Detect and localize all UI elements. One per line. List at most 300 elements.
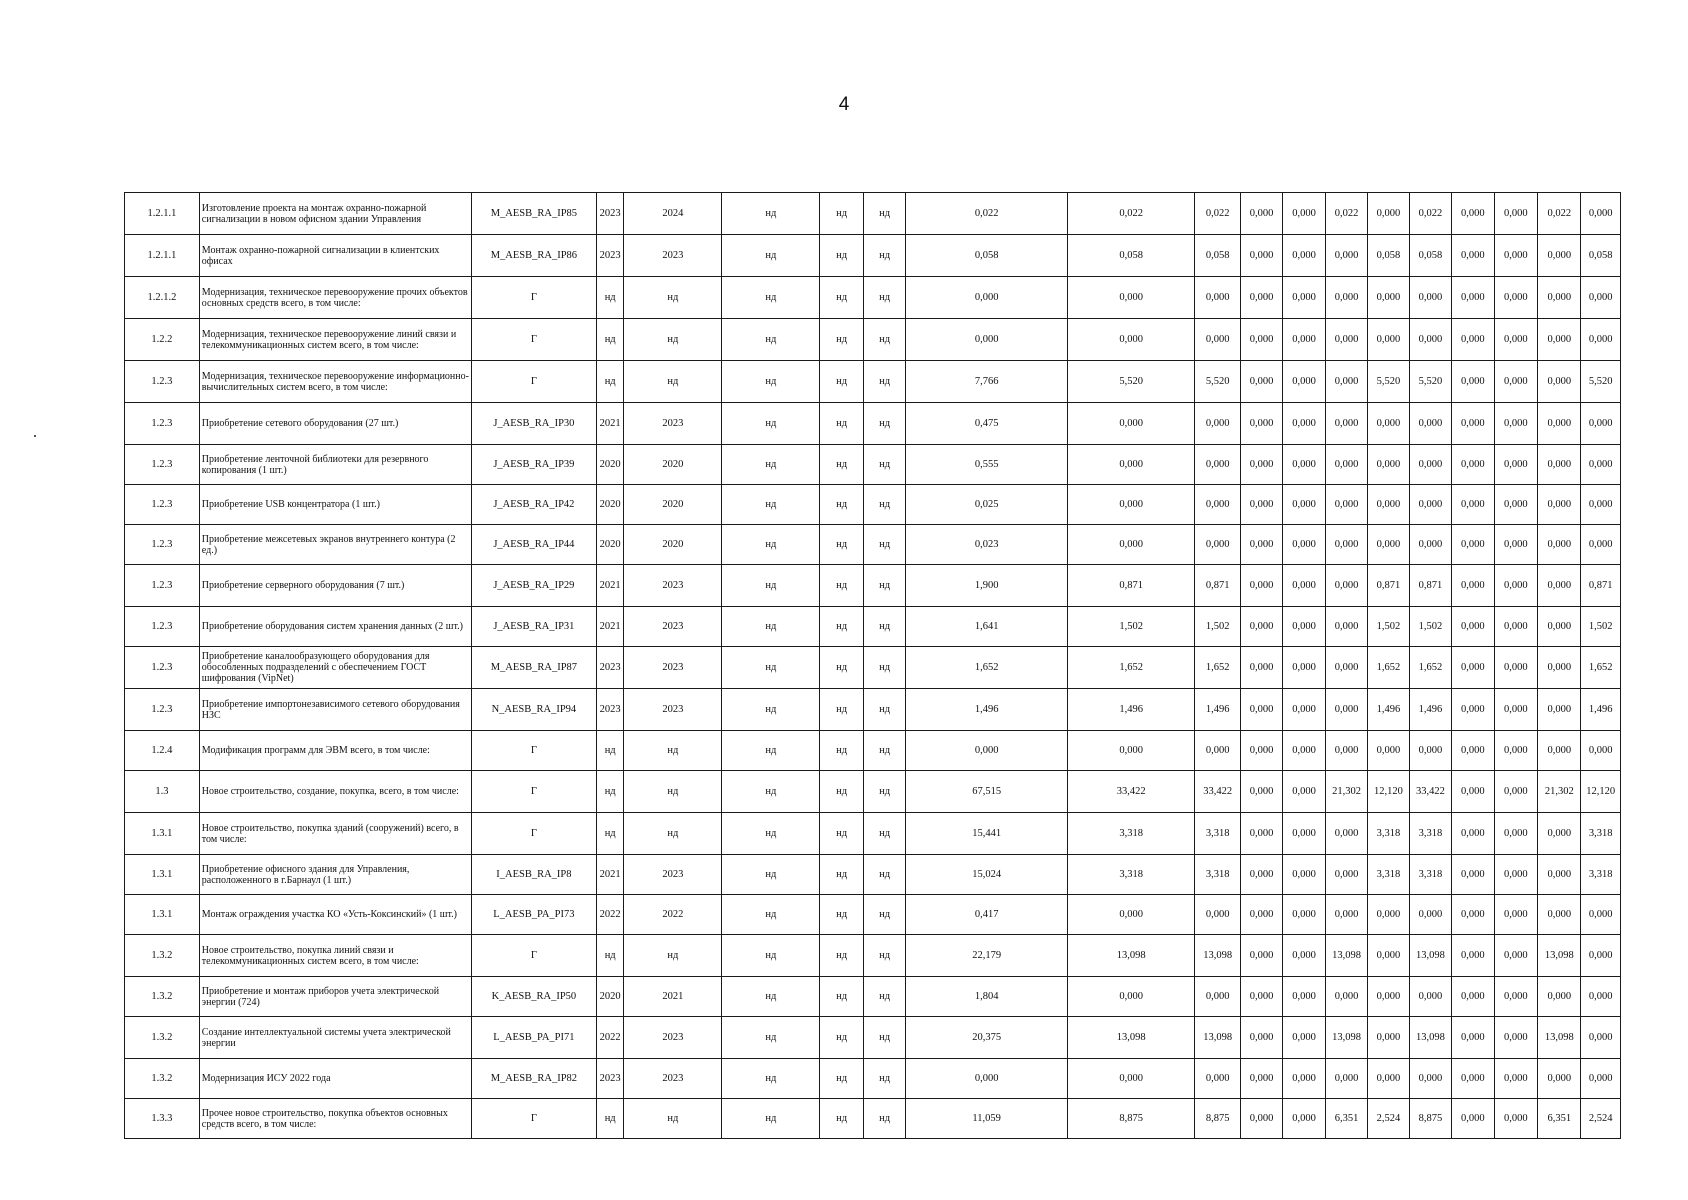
value-cell-6: 0,000 <box>1409 445 1451 485</box>
value-cell-10: 0,871 <box>1581 565 1621 607</box>
value-cell-6: 13,098 <box>1409 1017 1451 1059</box>
value-cell-9: 0,000 <box>1538 361 1581 403</box>
value-cell-6: 8,875 <box>1409 1099 1451 1139</box>
row-number-cell: 1.3.2 <box>125 1059 200 1099</box>
value-cell-8: 0,000 <box>1494 277 1537 319</box>
end-year-cell: нд <box>624 361 722 403</box>
start-year-cell: 2021 <box>597 565 624 607</box>
value-cell-9: 21,302 <box>1538 771 1581 813</box>
value-cell-5: 0,000 <box>1368 525 1409 565</box>
value-cell-8: 0,000 <box>1494 1099 1537 1139</box>
value-cell-8: 0,000 <box>1494 1059 1537 1099</box>
value-cell-9: 0,000 <box>1538 689 1581 731</box>
remaining-cost-cell: 0,871 <box>1068 565 1195 607</box>
end-year-cell: 2023 <box>624 647 722 689</box>
remaining-cost-cell: 0,000 <box>1068 525 1195 565</box>
project-code-cell: M_AESB_RA_IP87 <box>471 647 596 689</box>
project-code-cell: Г <box>471 319 596 361</box>
table-row <box>125 1059 1621 1099</box>
total-cost-cell: 7,766 <box>906 361 1068 403</box>
indicator-cell-2: нд <box>820 977 863 1017</box>
indicator-cell-1: нд <box>722 1059 820 1099</box>
value-cell-2: 0,000 <box>1240 1017 1282 1059</box>
value-cell-8: 0,000 <box>1494 895 1537 935</box>
project-code-cell: L_AESB_PA_PI71 <box>471 1017 596 1059</box>
value-cell-6: 5,520 <box>1409 361 1451 403</box>
value-cell-1: 8,875 <box>1195 1099 1240 1139</box>
end-year-cell: 2022 <box>624 895 722 935</box>
value-cell-5: 1,496 <box>1368 689 1409 731</box>
start-year-cell: нд <box>597 277 624 319</box>
value-cell-10: 1,502 <box>1581 607 1621 647</box>
value-cell-1: 1,652 <box>1195 647 1240 689</box>
name-cell: Новое строительство, покупка зданий (сооружений) всего, в том числе: <box>199 813 471 855</box>
value-cell-4: 0,000 <box>1325 525 1367 565</box>
indicator-cell-1: нд <box>722 647 820 689</box>
value-cell-10: 0,000 <box>1581 319 1621 361</box>
value-cell-9: 0,000 <box>1538 731 1581 771</box>
value-cell-5: 0,000 <box>1368 1059 1409 1099</box>
project-code-cell: J_AESB_RA_IP31 <box>471 607 596 647</box>
value-cell-9: 0,000 <box>1538 485 1581 525</box>
value-cell-10: 3,318 <box>1581 813 1621 855</box>
remaining-cost-cell: 0,058 <box>1068 235 1195 277</box>
table-row <box>125 485 1621 525</box>
value-cell-6: 0,000 <box>1409 895 1451 935</box>
value-cell-3: 0,000 <box>1283 895 1325 935</box>
indicator-cell-2: нд <box>820 1017 863 1059</box>
start-year-cell: 2021 <box>597 855 624 895</box>
total-cost-cell: 1,641 <box>906 607 1068 647</box>
total-cost-cell: 1,496 <box>906 689 1068 731</box>
row-number-cell: 1.3.1 <box>125 813 200 855</box>
start-year-cell: 2020 <box>597 525 624 565</box>
indicator-cell-2: нд <box>820 855 863 895</box>
indicator-cell-3: нд <box>863 1017 905 1059</box>
row-number-cell: 1.2.3 <box>125 647 200 689</box>
total-cost-cell: 0,023 <box>906 525 1068 565</box>
table-row <box>125 277 1621 319</box>
indicator-cell-1: нд <box>722 731 820 771</box>
value-cell-5: 3,318 <box>1368 813 1409 855</box>
value-cell-2: 0,000 <box>1240 235 1282 277</box>
start-year-cell: 2020 <box>597 445 624 485</box>
value-cell-3: 0,000 <box>1283 235 1325 277</box>
value-cell-1: 5,520 <box>1195 361 1240 403</box>
end-year-cell: 2023 <box>624 855 722 895</box>
indicator-cell-2: нд <box>820 403 863 445</box>
total-cost-cell: 0,000 <box>906 277 1068 319</box>
indicator-cell-3: нд <box>863 689 905 731</box>
name-cell: Изготовление проекта на монтаж охранно-пожарной сигнализации в новом офисном здании Управления <box>199 193 471 235</box>
value-cell-8: 0,000 <box>1494 525 1537 565</box>
indicator-cell-1: нд <box>722 361 820 403</box>
value-cell-8: 0,000 <box>1494 319 1537 361</box>
value-cell-7: 0,000 <box>1452 813 1494 855</box>
indicator-cell-2: нд <box>820 565 863 607</box>
value-cell-10: 3,318 <box>1581 855 1621 895</box>
value-cell-4: 0,000 <box>1325 607 1367 647</box>
name-cell: Приобретение офисного здания для Управления, расположенного в г.Барнаул (1 шт.) <box>199 855 471 895</box>
value-cell-1: 13,098 <box>1195 1017 1240 1059</box>
indicator-cell-2: нд <box>820 361 863 403</box>
value-cell-7: 0,000 <box>1452 1017 1494 1059</box>
value-cell-10: 12,120 <box>1581 771 1621 813</box>
start-year-cell: 2022 <box>597 895 624 935</box>
value-cell-5: 0,000 <box>1368 277 1409 319</box>
row-number-cell: 1.2.3 <box>125 689 200 731</box>
value-cell-1: 0,000 <box>1195 525 1240 565</box>
value-cell-7: 0,000 <box>1452 935 1494 977</box>
end-year-cell: нд <box>624 731 722 771</box>
project-code-cell: N_AESB_RA_IP94 <box>471 689 596 731</box>
table-row <box>125 193 1621 235</box>
indicator-cell-2: нд <box>820 277 863 319</box>
value-cell-2: 0,000 <box>1240 445 1282 485</box>
indicator-cell-3: нд <box>863 319 905 361</box>
project-code-cell: Г <box>471 813 596 855</box>
table-row <box>125 1099 1621 1139</box>
value-cell-6: 33,422 <box>1409 771 1451 813</box>
indicator-cell-1: нд <box>722 235 820 277</box>
table-row <box>125 607 1621 647</box>
value-cell-6: 13,098 <box>1409 935 1451 977</box>
row-number-cell: 1.3.1 <box>125 855 200 895</box>
indicator-cell-3: нд <box>863 935 905 977</box>
page-number: 4 <box>838 94 850 115</box>
value-cell-4: 0,000 <box>1325 235 1367 277</box>
value-cell-8: 0,000 <box>1494 689 1537 731</box>
value-cell-3: 0,000 <box>1283 1017 1325 1059</box>
total-cost-cell: 22,179 <box>906 935 1068 977</box>
indicator-cell-1: нд <box>722 319 820 361</box>
indicator-cell-1: нд <box>722 525 820 565</box>
row-number-cell: 1.2.3 <box>125 607 200 647</box>
remaining-cost-cell: 0,000 <box>1068 445 1195 485</box>
end-year-cell: 2024 <box>624 193 722 235</box>
indicator-cell-1: нд <box>722 771 820 813</box>
value-cell-2: 0,000 <box>1240 935 1282 977</box>
value-cell-3: 0,000 <box>1283 1059 1325 1099</box>
value-cell-10: 0,000 <box>1581 403 1621 445</box>
indicator-cell-3: нд <box>863 647 905 689</box>
remaining-cost-cell: 0,000 <box>1068 319 1195 361</box>
value-cell-9: 0,000 <box>1538 813 1581 855</box>
start-year-cell: 2023 <box>597 647 624 689</box>
row-number-cell: 1.3.3 <box>125 1099 200 1139</box>
indicator-cell-2: нд <box>820 895 863 935</box>
table-row <box>125 689 1621 731</box>
value-cell-6: 0,000 <box>1409 731 1451 771</box>
value-cell-1: 0,000 <box>1195 731 1240 771</box>
value-cell-8: 0,000 <box>1494 403 1537 445</box>
value-cell-10: 2,524 <box>1581 1099 1621 1139</box>
total-cost-cell: 11,059 <box>906 1099 1068 1139</box>
value-cell-9: 0,000 <box>1538 525 1581 565</box>
value-cell-8: 0,000 <box>1494 361 1537 403</box>
name-cell: Приобретение ленточной библиотеки для резервного копирования (1 шт.) <box>199 445 471 485</box>
value-cell-6: 0,000 <box>1409 319 1451 361</box>
remaining-cost-cell: 0,000 <box>1068 403 1195 445</box>
value-cell-1: 0,000 <box>1195 319 1240 361</box>
start-year-cell: 2023 <box>597 1059 624 1099</box>
value-cell-4: 0,022 <box>1325 193 1367 235</box>
total-cost-cell: 0,000 <box>906 731 1068 771</box>
value-cell-4: 0,000 <box>1325 813 1367 855</box>
value-cell-8: 0,000 <box>1494 813 1537 855</box>
name-cell: Модернизация, техническое перевооружение линий связи и телекоммуникационных систем всего, в том числе: <box>199 319 471 361</box>
total-cost-cell: 1,652 <box>906 647 1068 689</box>
value-cell-3: 0,000 <box>1283 193 1325 235</box>
value-cell-7: 0,000 <box>1452 193 1494 235</box>
value-cell-7: 0,000 <box>1452 485 1494 525</box>
value-cell-1: 33,422 <box>1195 771 1240 813</box>
remaining-cost-cell: 0,000 <box>1068 277 1195 319</box>
value-cell-4: 13,098 <box>1325 935 1367 977</box>
value-cell-4: 0,000 <box>1325 485 1367 525</box>
indicator-cell-1: нд <box>722 935 820 977</box>
name-cell: Приобретение межсетевых экранов внутреннего контура (2 ед.) <box>199 525 471 565</box>
indicator-cell-1: нд <box>722 607 820 647</box>
value-cell-8: 0,000 <box>1494 1017 1537 1059</box>
value-cell-2: 0,000 <box>1240 565 1282 607</box>
start-year-cell: 2020 <box>597 485 624 525</box>
value-cell-4: 0,000 <box>1325 319 1367 361</box>
name-cell: Монтаж охранно-пожарной сигнализации в клиентских офисах <box>199 235 471 277</box>
value-cell-6: 1,496 <box>1409 689 1451 731</box>
value-cell-9: 0,000 <box>1538 607 1581 647</box>
value-cell-1: 0,022 <box>1195 193 1240 235</box>
indicator-cell-2: нд <box>820 235 863 277</box>
indicator-cell-3: нд <box>863 855 905 895</box>
remaining-cost-cell: 8,875 <box>1068 1099 1195 1139</box>
indicator-cell-1: нд <box>722 403 820 445</box>
row-number-cell: 1.2.1.2 <box>125 277 200 319</box>
project-code-cell: M_AESB_RA_IP86 <box>471 235 596 277</box>
value-cell-6: 3,318 <box>1409 813 1451 855</box>
total-cost-cell: 15,441 <box>906 813 1068 855</box>
indicator-cell-3: нд <box>863 1059 905 1099</box>
value-cell-5: 2,524 <box>1368 1099 1409 1139</box>
value-cell-9: 13,098 <box>1538 935 1581 977</box>
value-cell-7: 0,000 <box>1452 235 1494 277</box>
end-year-cell: нд <box>624 277 722 319</box>
project-code-cell: I_AESB_RA_IP8 <box>471 855 596 895</box>
indicator-cell-2: нд <box>820 813 863 855</box>
value-cell-3: 0,000 <box>1283 813 1325 855</box>
value-cell-8: 0,000 <box>1494 935 1537 977</box>
value-cell-7: 0,000 <box>1452 565 1494 607</box>
value-cell-7: 0,000 <box>1452 647 1494 689</box>
value-cell-5: 0,000 <box>1368 403 1409 445</box>
indicator-cell-2: нд <box>820 525 863 565</box>
value-cell-7: 0,000 <box>1452 403 1494 445</box>
value-cell-2: 0,000 <box>1240 1059 1282 1099</box>
value-cell-4: 0,000 <box>1325 895 1367 935</box>
start-year-cell: нд <box>597 1099 624 1139</box>
end-year-cell: 2020 <box>624 485 722 525</box>
indicator-cell-1: нд <box>722 193 820 235</box>
value-cell-7: 0,000 <box>1452 1099 1494 1139</box>
investment-program-table <box>124 192 1621 1139</box>
name-cell: Приобретение и монтаж приборов учета электрической энергии (724) <box>199 977 471 1017</box>
row-number-cell: 1.2.4 <box>125 731 200 771</box>
value-cell-7: 0,000 <box>1452 855 1494 895</box>
value-cell-4: 21,302 <box>1325 771 1367 813</box>
value-cell-10: 1,652 <box>1581 647 1621 689</box>
table-row <box>125 319 1621 361</box>
remaining-cost-cell: 0,000 <box>1068 485 1195 525</box>
value-cell-3: 0,000 <box>1283 935 1325 977</box>
indicator-cell-3: нд <box>863 771 905 813</box>
value-cell-9: 0,000 <box>1538 647 1581 689</box>
row-number-cell: 1.3.1 <box>125 895 200 935</box>
row-number-cell: 1.3.2 <box>125 1017 200 1059</box>
value-cell-9: 13,098 <box>1538 1017 1581 1059</box>
value-cell-2: 0,000 <box>1240 525 1282 565</box>
total-cost-cell: 0,475 <box>906 403 1068 445</box>
end-year-cell: 2020 <box>624 445 722 485</box>
value-cell-7: 0,000 <box>1452 731 1494 771</box>
value-cell-4: 6,351 <box>1325 1099 1367 1139</box>
indicator-cell-2: нд <box>820 485 863 525</box>
start-year-cell: 2022 <box>597 1017 624 1059</box>
name-cell: Новое строительство, создание, покупка, всего, в том числе: <box>199 771 471 813</box>
value-cell-9: 0,000 <box>1538 895 1581 935</box>
value-cell-2: 0,000 <box>1240 647 1282 689</box>
value-cell-1: 0,000 <box>1195 895 1240 935</box>
name-cell: Монтаж ограждения участка КО «Усть-Коксинский» (1 шт.) <box>199 895 471 935</box>
value-cell-3: 0,000 <box>1283 485 1325 525</box>
value-cell-9: 0,000 <box>1538 445 1581 485</box>
start-year-cell: 2021 <box>597 607 624 647</box>
table-row <box>125 565 1621 607</box>
value-cell-6: 0,000 <box>1409 485 1451 525</box>
indicator-cell-3: нд <box>863 277 905 319</box>
indicator-cell-1: нд <box>722 895 820 935</box>
value-cell-7: 0,000 <box>1452 689 1494 731</box>
table-row <box>125 1017 1621 1059</box>
value-cell-5: 5,520 <box>1368 361 1409 403</box>
value-cell-8: 0,000 <box>1494 855 1537 895</box>
value-cell-1: 0,000 <box>1195 445 1240 485</box>
value-cell-5: 0,871 <box>1368 565 1409 607</box>
value-cell-3: 0,000 <box>1283 771 1325 813</box>
project-code-cell: Г <box>471 361 596 403</box>
total-cost-cell: 67,515 <box>906 771 1068 813</box>
indicator-cell-2: нд <box>820 1059 863 1099</box>
value-cell-6: 0,000 <box>1409 403 1451 445</box>
indicator-cell-2: нд <box>820 771 863 813</box>
value-cell-2: 0,000 <box>1240 731 1282 771</box>
value-cell-7: 0,000 <box>1452 361 1494 403</box>
total-cost-cell: 0,025 <box>906 485 1068 525</box>
value-cell-2: 0,000 <box>1240 403 1282 445</box>
end-year-cell: 2023 <box>624 565 722 607</box>
start-year-cell: 2020 <box>597 977 624 1017</box>
indicator-cell-2: нд <box>820 689 863 731</box>
value-cell-8: 0,000 <box>1494 607 1537 647</box>
remaining-cost-cell: 0,000 <box>1068 1059 1195 1099</box>
project-code-cell: J_AESB_RA_IP42 <box>471 485 596 525</box>
name-cell: Приобретение серверного оборудования (7 шт.) <box>199 565 471 607</box>
value-cell-1: 1,496 <box>1195 689 1240 731</box>
value-cell-9: 0,000 <box>1538 277 1581 319</box>
indicator-cell-2: нд <box>820 647 863 689</box>
indicator-cell-3: нд <box>863 403 905 445</box>
value-cell-4: 0,000 <box>1325 1059 1367 1099</box>
value-cell-4: 0,000 <box>1325 565 1367 607</box>
total-cost-cell: 20,375 <box>906 1017 1068 1059</box>
value-cell-7: 0,000 <box>1452 1059 1494 1099</box>
indicator-cell-1: нд <box>722 1099 820 1139</box>
value-cell-6: 0,058 <box>1409 235 1451 277</box>
value-cell-1: 3,318 <box>1195 855 1240 895</box>
value-cell-10: 0,000 <box>1581 485 1621 525</box>
indicator-cell-3: нд <box>863 193 905 235</box>
name-cell: Модернизация ИСУ 2022 года <box>199 1059 471 1099</box>
start-year-cell: нд <box>597 935 624 977</box>
remaining-cost-cell: 1,502 <box>1068 607 1195 647</box>
name-cell: Приобретение USB концентратора (1 шт.) <box>199 485 471 525</box>
value-cell-9: 0,000 <box>1538 1059 1581 1099</box>
value-cell-9: 0,000 <box>1538 319 1581 361</box>
row-number-cell: 1.2.3 <box>125 361 200 403</box>
table-row <box>125 403 1621 445</box>
value-cell-4: 0,000 <box>1325 403 1367 445</box>
start-year-cell: 2021 <box>597 403 624 445</box>
total-cost-cell: 0,417 <box>906 895 1068 935</box>
end-year-cell: 2023 <box>624 1017 722 1059</box>
value-cell-5: 0,000 <box>1368 319 1409 361</box>
remaining-cost-cell: 0,000 <box>1068 977 1195 1017</box>
value-cell-3: 0,000 <box>1283 445 1325 485</box>
start-year-cell: нд <box>597 361 624 403</box>
indicator-cell-1: нд <box>722 813 820 855</box>
value-cell-3: 0,000 <box>1283 977 1325 1017</box>
start-year-cell: 2023 <box>597 193 624 235</box>
value-cell-2: 0,000 <box>1240 485 1282 525</box>
end-year-cell: 2023 <box>624 235 722 277</box>
project-code-cell: Г <box>471 1099 596 1139</box>
value-cell-2: 0,000 <box>1240 977 1282 1017</box>
value-cell-2: 0,000 <box>1240 855 1282 895</box>
end-year-cell: нд <box>624 1099 722 1139</box>
end-year-cell: 2021 <box>624 977 722 1017</box>
value-cell-2: 0,000 <box>1240 319 1282 361</box>
indicator-cell-1: нд <box>722 485 820 525</box>
indicator-cell-3: нд <box>863 525 905 565</box>
value-cell-3: 0,000 <box>1283 403 1325 445</box>
value-cell-10: 0,000 <box>1581 193 1621 235</box>
value-cell-8: 0,000 <box>1494 977 1537 1017</box>
value-cell-2: 0,000 <box>1240 1099 1282 1139</box>
table-row <box>125 445 1621 485</box>
value-cell-7: 0,000 <box>1452 277 1494 319</box>
name-cell: Модернизация, техническое перевооружение информационно-вычислительных систем всего, в том числе: <box>199 361 471 403</box>
value-cell-6: 0,000 <box>1409 525 1451 565</box>
remaining-cost-cell: 3,318 <box>1068 855 1195 895</box>
project-code-cell: J_AESB_RA_IP39 <box>471 445 596 485</box>
value-cell-2: 0,000 <box>1240 277 1282 319</box>
indicator-cell-1: нд <box>722 977 820 1017</box>
value-cell-10: 0,000 <box>1581 525 1621 565</box>
row-number-cell: 1.3 <box>125 771 200 813</box>
remaining-cost-cell: 13,098 <box>1068 1017 1195 1059</box>
table-row <box>125 977 1621 1017</box>
total-cost-cell: 0,000 <box>906 1059 1068 1099</box>
project-code-cell: M_AESB_RA_IP82 <box>471 1059 596 1099</box>
